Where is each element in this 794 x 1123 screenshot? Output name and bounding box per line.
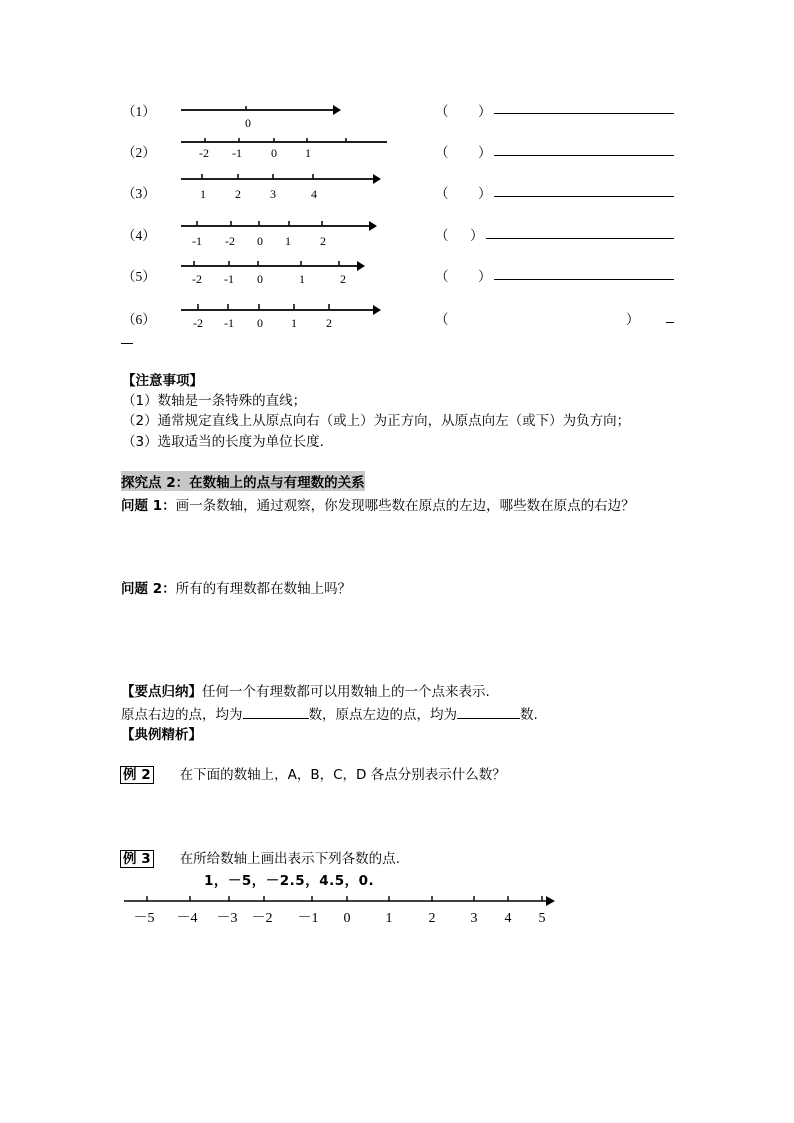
tick-label: －3 <box>216 911 238 926</box>
paren-open: （ <box>435 228 449 243</box>
question-label: 问题 1： <box>121 498 176 514</box>
answer-line[interactable] <box>666 322 674 323</box>
tick-label: 3 <box>270 187 276 201</box>
example-2 <box>120 763 506 784</box>
question-text: 所有的有理数都在数轴上吗？ <box>175 581 352 597</box>
paren-close: ） <box>478 104 492 119</box>
examples-title: 【典例精析】 <box>121 727 202 743</box>
tick-label: 1 <box>200 187 206 201</box>
tick-label: -1 <box>192 234 202 248</box>
row-number: （3） <box>122 186 156 201</box>
tick-label: 1 <box>299 272 305 286</box>
tick-label: 1 <box>385 911 393 926</box>
summary-text: 数. <box>520 707 538 723</box>
row-number: （6） <box>122 312 156 327</box>
axis-arrow <box>357 261 365 271</box>
answer-line[interactable] <box>494 196 674 197</box>
axis-row-2 <box>175 134 395 164</box>
summary-title: 【要点归纳】 <box>121 684 202 700</box>
tick-label: -2 <box>225 234 235 248</box>
question-2 <box>121 577 351 597</box>
answer-line[interactable] <box>494 155 674 156</box>
fill-blank[interactable] <box>457 704 520 719</box>
note-item: （2）通常规定直线上从原点向右（或上）为正方向，从原点向左（或下）为负方向； <box>122 413 631 429</box>
note-item: （1）数轴是一条特殊的直线； <box>122 393 307 409</box>
tick-label: 0 <box>257 234 263 248</box>
summary-line-1 <box>121 680 490 700</box>
tick-label: 2 <box>320 234 326 248</box>
axis-row-4 <box>175 213 385 251</box>
example-3 <box>120 847 400 868</box>
tick-label: 5 <box>538 911 546 926</box>
tick-label: -1 <box>224 316 234 330</box>
axis-arrow <box>546 896 555 906</box>
tick-label: -1 <box>232 146 242 160</box>
example-text: 在所给数轴上画出表示下列各数的点. <box>179 851 400 867</box>
example-text: 在下面的数轴上，A，B，C，D 各点分别表示什么数？ <box>179 767 506 783</box>
tick-label: 0 <box>343 911 351 926</box>
axis-arrow <box>369 221 377 231</box>
question-text: 画一条数轴，通过观察，你发现哪些数在原点的左边，哪些数在原点的右边？ <box>175 498 635 514</box>
paren-close: ） <box>470 228 484 243</box>
fill-blank[interactable] <box>243 704 309 719</box>
tick-label: -1 <box>224 272 234 286</box>
answer-line[interactable] <box>494 113 674 114</box>
tick-label: 1 <box>291 316 297 330</box>
tick-label: 2 <box>326 316 332 330</box>
axis-row-1 <box>175 98 350 132</box>
paren-open: （ <box>435 104 449 119</box>
tick-label: 1 <box>305 146 311 160</box>
tick-label: 0 <box>257 316 263 330</box>
tick-label: －5 <box>133 911 155 926</box>
example-3-numbers: 1，－5，－2.5，4.5，0. <box>204 873 375 889</box>
axis-arrow <box>373 305 381 315</box>
tick-label: 4 <box>504 911 512 926</box>
question-label: 问题 2： <box>121 581 176 597</box>
tick-label: 3 <box>470 911 478 926</box>
tick-label: -2 <box>199 146 209 160</box>
answer-line[interactable] <box>486 238 674 239</box>
paren-open: （ <box>435 269 449 284</box>
tick-label: 2 <box>428 911 436 926</box>
row-number: （5） <box>122 269 156 284</box>
summary-text: 原点右边的点，均为 <box>121 707 243 723</box>
answer-line[interactable] <box>494 279 674 280</box>
tick-label: 0 <box>257 272 263 286</box>
summary-line-2 <box>121 703 538 723</box>
tick-label: －1 <box>297 911 319 926</box>
axis-arrow <box>373 174 381 184</box>
tick-label: 1 <box>285 234 291 248</box>
axis-row-3 <box>175 170 390 204</box>
tick-label: －2 <box>251 911 273 926</box>
tick-label: -2 <box>192 272 202 286</box>
notes-title: 【注意事项】 <box>122 373 203 389</box>
paren-open: （ <box>435 186 449 201</box>
paren-close: ） <box>478 269 492 284</box>
big-number-axis[interactable] <box>118 890 563 930</box>
tick-label: 4 <box>311 187 317 201</box>
row-number: （2） <box>122 145 156 160</box>
axis-arrow <box>333 105 341 115</box>
example-label: 例 3 <box>120 850 154 868</box>
summary-text: 数，原点左边的点，均为 <box>308 707 457 723</box>
tick-label: －4 <box>176 911 198 926</box>
paren-close: ） <box>478 145 492 160</box>
tick-label: 0 <box>271 146 277 160</box>
tick-label: -2 <box>193 316 203 330</box>
axis-row-6 <box>175 298 390 334</box>
paren-open: （ <box>435 145 449 160</box>
tick-label: 2 <box>235 187 241 201</box>
example-label: 例 2 <box>120 766 154 784</box>
summary-text: 任何一个有理数都可以用数轴上的一个点来表示. <box>202 684 490 700</box>
paren-close: ） <box>478 186 492 201</box>
paren-close: ） <box>626 312 640 327</box>
explore-title: 探究点 2：在数轴上的点与有理数的关系 <box>121 471 365 491</box>
note-item: （3）选取适当的长度为单位长度. <box>122 434 324 450</box>
paren-open: （ <box>435 312 449 327</box>
axis-row-5 <box>175 255 375 291</box>
answer-line-wrap <box>121 343 133 344</box>
row-number: （1） <box>122 104 156 119</box>
tick-label: 2 <box>340 272 346 286</box>
question-1 <box>121 494 635 514</box>
tick-label: 0 <box>245 116 251 130</box>
row-number: （4） <box>122 228 156 243</box>
